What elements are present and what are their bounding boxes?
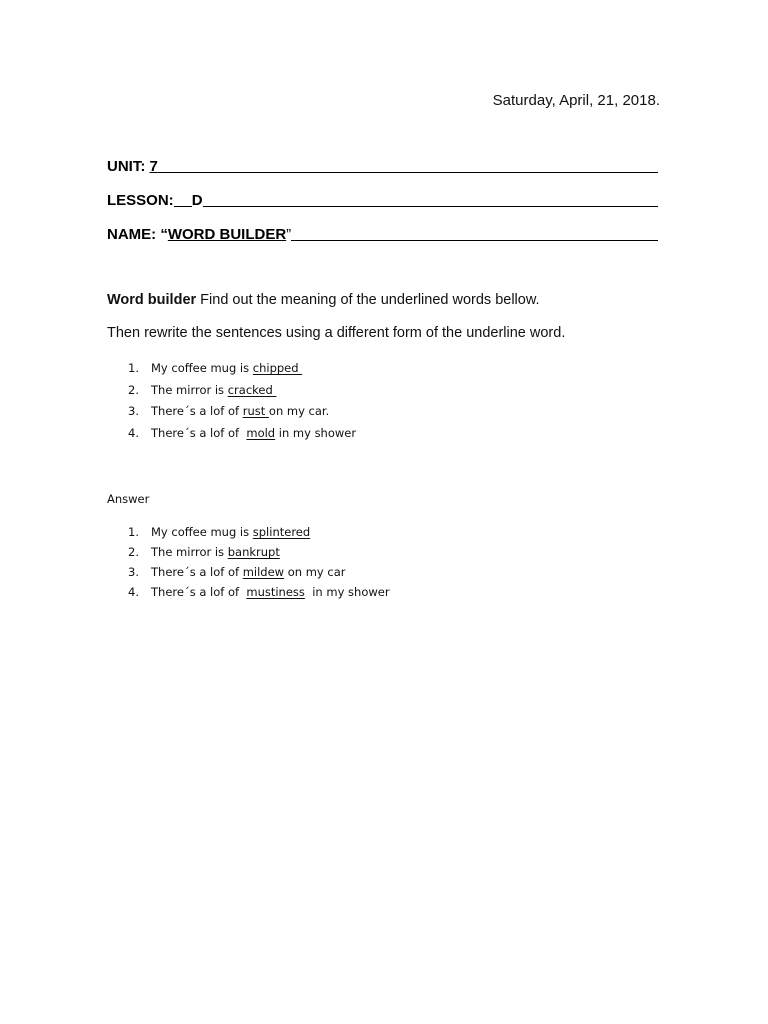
- underlined-word: cracked: [227, 382, 277, 397]
- underlined-word: rust: [242, 404, 269, 418]
- lesson-underline-pre: [174, 204, 192, 207]
- item-text: The mirror is: [151, 382, 228, 397]
- unit-value: 7: [149, 158, 158, 175]
- name-label: NAME: “: [107, 226, 168, 243]
- item-text-after: in my shower: [275, 425, 357, 440]
- item-text: There´s a lof of: [151, 404, 243, 418]
- list-item: [128, 383, 356, 405]
- lesson-value: D: [191, 192, 203, 209]
- underlined-word: mold: [246, 425, 276, 440]
- underlined-word: bankrupt: [227, 545, 280, 559]
- instruction-line-2: Then rewrite the sentences using a different form of the underline word.: [107, 325, 566, 341]
- list-item: [128, 545, 390, 565]
- name-value: WORD BUILDER: [167, 226, 287, 243]
- item-number: 4.: [128, 425, 139, 440]
- unit-field: [107, 158, 658, 175]
- document-date: Saturday, April, 21, 2018.: [492, 92, 660, 109]
- instruction-text: Find out the meaning of the underlined words bellow.: [196, 292, 540, 308]
- name-underline: [291, 238, 658, 241]
- item-text: My coffee mug is: [151, 361, 253, 375]
- item-text: There´s a lof of: [151, 565, 243, 579]
- lesson-field: [107, 192, 658, 209]
- list-item: [128, 404, 356, 426]
- item-number: 2.: [128, 382, 139, 397]
- item-number: 1.: [128, 361, 139, 375]
- item-number: 2.: [128, 545, 139, 559]
- item-number: 1.: [128, 525, 139, 539]
- item-text: The mirror is: [151, 545, 228, 559]
- list-item: [128, 525, 390, 545]
- item-text: There´s a lof of: [151, 425, 247, 440]
- name-field: [107, 226, 658, 243]
- answer-heading: Answer: [107, 492, 150, 506]
- lesson-underline: [203, 204, 658, 207]
- item-number: 3.: [128, 404, 139, 418]
- underlined-word: splintered: [252, 525, 311, 539]
- list-item: [128, 361, 356, 383]
- item-number: 4.: [128, 585, 139, 599]
- name-close-quote: ”: [286, 226, 292, 243]
- item-text: My coffee mug is: [151, 525, 253, 539]
- underlined-word: chipped: [252, 361, 303, 375]
- underlined-word: mildew: [242, 565, 285, 579]
- list-item: [128, 585, 390, 605]
- item-text: There´s a lof of: [151, 585, 247, 599]
- lesson-label: LESSON:: [107, 192, 174, 209]
- answer-list: [128, 525, 390, 605]
- list-item: [128, 426, 356, 448]
- unit-label: UNIT:: [107, 158, 150, 175]
- item-text-after: on my car: [284, 565, 346, 579]
- item-number: 3.: [128, 565, 139, 579]
- instruction-lead: Word builder: [107, 292, 197, 308]
- instruction-line-1: [107, 292, 667, 308]
- item-text-after: on my car.: [268, 404, 330, 418]
- unit-underline: [158, 170, 658, 173]
- question-list: [128, 361, 356, 447]
- list-item: [128, 565, 390, 585]
- item-text-after: in my shower: [304, 585, 390, 599]
- underlined-word: mustiness: [246, 585, 305, 599]
